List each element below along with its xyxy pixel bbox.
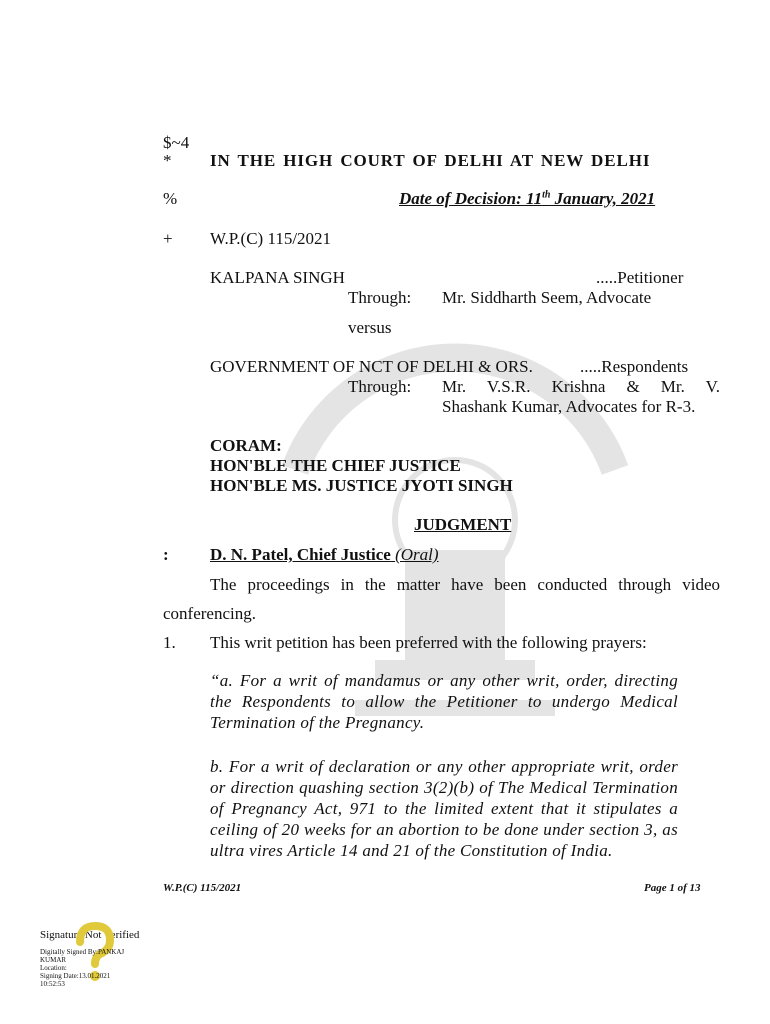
respondent-counsel-line-2: Shashank Kumar, Advocates for R-3. [442, 397, 696, 416]
respondent-role: .....Respondents [580, 357, 689, 376]
coram-judge-2: HON'BLE MS. JUSTICE JYOTI SINGH [210, 476, 513, 495]
footer-page-number: Page 1 of 13 [644, 882, 701, 894]
para-0-line-2: conferencing. [163, 604, 256, 623]
court-title: IN THE HIGH COURT OF DELHI AT NEW DELHI [210, 151, 651, 170]
footer-case-number: W.P.(C) 115/2021 [163, 882, 242, 894]
signature-status: Signature Not Verified [40, 929, 140, 941]
case-number: W.P.(C) 115/2021 [210, 229, 332, 248]
colon-marker: : [163, 545, 169, 564]
star-marker: * [163, 151, 172, 170]
prayer-a: “a. For a writ of mandamus or any other writ, order, directing the Respondents to allow the Petitioner to undergo Medical Termination of the Pregnancy. [210, 671, 678, 732]
document-code: $~4 [163, 133, 190, 152]
versus-label: versus [348, 318, 392, 337]
respondent-counsel-line-1: Mr. V.S.R. Krishna & Mr. V. [442, 377, 720, 396]
signature-location: Location: [40, 964, 67, 972]
petitioner-name: KALPANA SINGH [210, 268, 345, 287]
respondent-through-label: Through: [348, 377, 412, 396]
signature-time: 10:52:53 [40, 980, 65, 988]
signature-name: KUMAR [40, 956, 67, 964]
petitioner-through-label: Through: [348, 288, 412, 307]
petitioner-counsel: Mr. Siddharth Seem, Advocate [442, 288, 652, 307]
signature-date: Signing Date:13.01.2021 [40, 972, 111, 980]
judgment-heading: JUDGMENT [414, 515, 512, 534]
para-1-number: 1. [163, 633, 176, 652]
petitioner-role: .....Petitioner [596, 268, 684, 287]
para-0-line-1: The proceedings in the matter have been conducted through video [210, 575, 720, 594]
coram-judge-1: HON'BLE THE CHIEF JUSTICE [210, 456, 461, 475]
percent-marker: % [163, 189, 178, 208]
judgment-author: D. N. Patel, Chief Justice (Oral) [210, 545, 439, 564]
para-1-text: This writ petition has been preferred with the following prayers: [210, 633, 647, 652]
plus-marker: + [163, 229, 173, 248]
prayer-b: b. For a writ of declaration or any other appropriate writ, order or direction quashing section 3(2)(b) of The Medical Termination of Pregnancy Act, 971 to the limited extent that it stipulates a ceiling of 20 weeks for an abortion to be done under section 3, as ultra vires Article 14 and 21 of the Constitution of India. [210, 757, 678, 860]
respondent-name: GOVERNMENT OF NCT OF DELHI & ORS. [210, 357, 533, 376]
signature-signed-by: Digitally Signed By:PANKAJ [40, 948, 125, 956]
date-of-decision: Date of Decision: 11th January, 2021 [399, 189, 656, 208]
coram-label: CORAM: [210, 436, 282, 455]
